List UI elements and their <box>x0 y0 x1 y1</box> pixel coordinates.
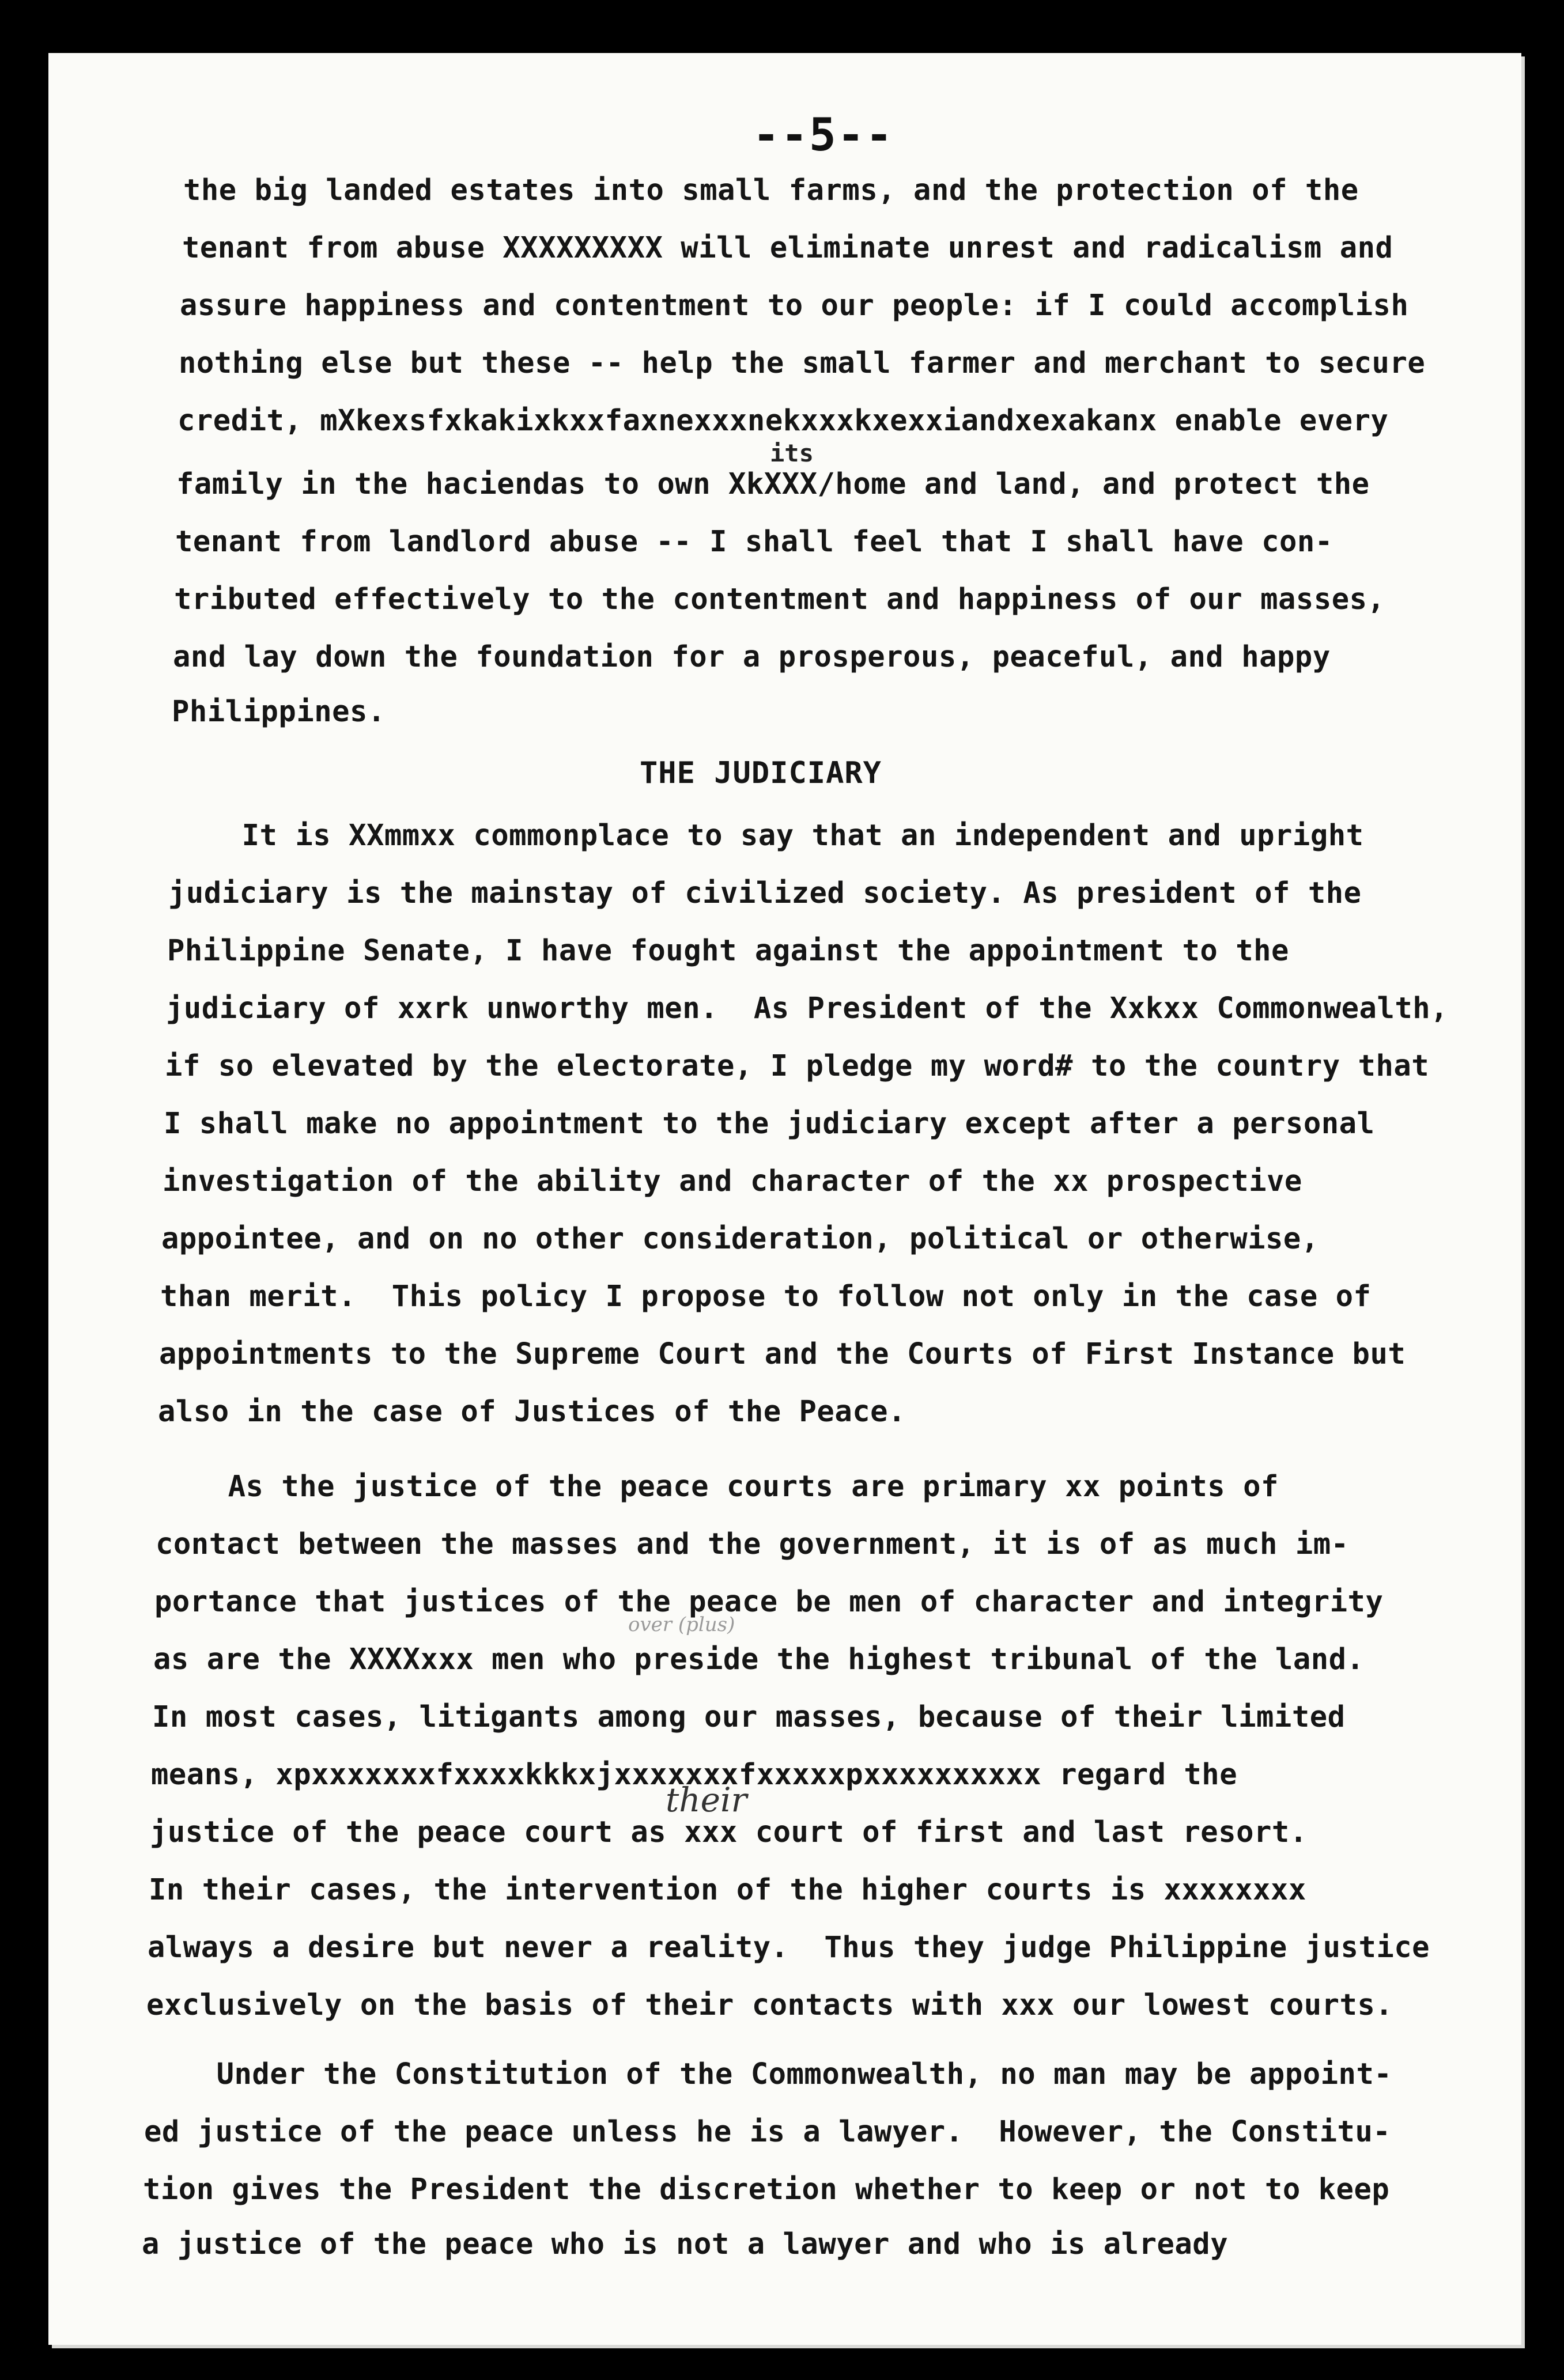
section-heading: THE JUDICIARY <box>640 756 882 790</box>
text-line: and lay down the foundation for a prosperous, peaceful, and happy <box>173 640 1331 673</box>
text-line: tenant from landlord abuse -- I shall feel that I shall have con- <box>175 524 1333 558</box>
text-line: Under the Constitution of the Commonwealth, no man may be appoint- <box>145 2057 1392 2091</box>
text-line: a justice of the peace who is not a lawyer and who is already <box>142 2227 1229 2261</box>
text-line: as are the XXXXxxx men who preside the highest tribunal of the land. <box>153 1642 1365 1676</box>
page-number <box>753 109 894 161</box>
text-line: Philippine Senate, I have fought against the appointment to the <box>167 933 1289 967</box>
text-line: As the justice of the peace courts are primary xx points of <box>157 1469 1279 1503</box>
text-line: family in the haciendas to own XkXXX/home and land, and protect the <box>176 467 1370 501</box>
pencil-margin-note: over (plus) <box>628 1613 735 1636</box>
text-line: ed justice of the peace unless he is a lawyer. However, the Constitu- <box>144 2114 1391 2148</box>
text-line: tributed effectively to the contentment and happiness of our masses, <box>174 582 1385 616</box>
text-line: contact between the masses and the government, it is of as much im- <box>156 1527 1349 1561</box>
text-line: the big landed estates into small farms, and the protection of the <box>183 173 1359 207</box>
text-line: exclusively on the basis of their contacts with xxx our lowest courts. <box>146 1988 1393 2022</box>
text-line: also in the case of Justices of the Peace. <box>158 1394 906 1428</box>
text-line: nothing else but these -- help the small farmer and merchant to secure <box>179 346 1426 380</box>
text-line: tion gives the President the discretion whether to keep or not to keep <box>143 2172 1390 2206</box>
page-number-text: --5-- <box>753 109 894 161</box>
text-line: I shall make no appointment to the judiciary except after a personal <box>164 1106 1375 1140</box>
text-line: In most cases, litigants among our masses, because of their limited <box>152 1700 1346 1734</box>
text-line: means, xpxxxxxxxfxxxxkkkxjxxxxxxxfxxxxxpxxxxxxxxxx regard the <box>151 1757 1238 1791</box>
text-line: investigation of the ability and character of the xx prospective <box>163 1164 1302 1198</box>
text-line: portance that justices of the peace be men of character and integrity <box>154 1584 1384 1618</box>
text-line: credit, mXkexsfxkakixkxxfaxnexxxnekxxxkxexxiandxexakanx enable every <box>177 403 1389 437</box>
typed-insertion: its <box>770 439 814 467</box>
text-line: assure happiness and contentment to our people: if I could accomplish <box>180 288 1409 322</box>
text-line: always a desire but never a reality. Thus they judge Philippine justice <box>148 1930 1430 1964</box>
text-line: judiciary of xxrk unworthy men. As President of the Xxkxx Commonwealth, <box>166 991 1449 1025</box>
text-line: In their cases, the intervention of the higher courts is xxxxxxxx <box>149 1872 1306 1906</box>
text-line: justice of the peace court as xxx court of first and last resort. <box>150 1815 1308 1849</box>
text-line: appointee, and on no other consideration, political or otherwise, <box>161 1221 1319 1255</box>
text-line: judiciary is the mainstay of civilized society. As president of the <box>168 876 1362 910</box>
text-line: It is XXmmxx commonplace to say that an independent and upright <box>171 818 1364 852</box>
text-line: appointments to the Supreme Court and the Courts of First Instance but <box>159 1337 1406 1371</box>
handwritten-insertion: their <box>666 1780 747 1819</box>
text-line: if so elevated by the electorate, I pledge my word# to the country that <box>165 1049 1430 1083</box>
text-line: Philippines. <box>172 694 386 728</box>
text-line: than merit. This policy I propose to follow not only in the case of <box>160 1279 1372 1313</box>
text-line: tenant from abuse XXXXXXXXX will eliminate unrest and radicalism and <box>182 230 1393 264</box>
